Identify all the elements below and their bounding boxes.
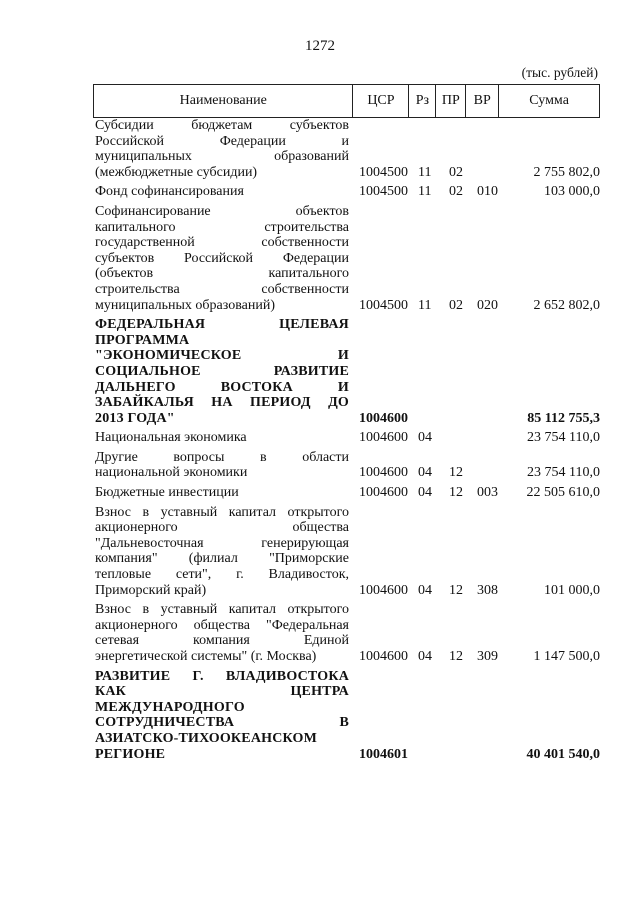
table-row xyxy=(93,485,600,501)
row-name-line: ПРОГРАММА xyxy=(95,332,190,348)
units-label: (тыс. рублей) xyxy=(521,65,598,80)
table-row xyxy=(93,317,600,426)
table-row xyxy=(93,204,600,313)
row-name-line: Софинансирование объектов xyxy=(95,203,349,219)
row-sum: 101 000,0 xyxy=(544,582,600,598)
row-name-line: Фонд софинансирования xyxy=(95,184,244,200)
row-rz: 11 xyxy=(418,164,432,180)
row-name-line: РЕГИОНЕ xyxy=(95,746,166,762)
row-rz: 04 xyxy=(418,649,432,664)
row-name xyxy=(93,669,349,763)
table-row xyxy=(93,118,600,180)
row-csr: 1004600 xyxy=(359,649,408,664)
row-name-line: "ЭКОНОМИЧЕСКОЕ И xyxy=(95,348,349,364)
row-name-line: Национальная экономика xyxy=(95,430,247,446)
row-name-line: МЕЖДУНАРОДНОГО xyxy=(95,699,245,715)
row-sum: 85 112 755,3 xyxy=(527,410,600,426)
row-csr: 1004600 xyxy=(359,582,408,598)
row-name-line: муниципальных образований xyxy=(95,149,349,165)
row-name-line: КАК ЦЕНТРА xyxy=(95,684,349,700)
table-row xyxy=(93,669,600,763)
header-sum: Сумма xyxy=(499,85,600,117)
row-rz: 11 xyxy=(418,184,432,200)
row-name-line: Приморский край) xyxy=(95,582,207,598)
row-name-line: сетевая компания Единой xyxy=(95,633,349,649)
row-name-line: капитального строительства xyxy=(95,219,349,235)
row-name-line: РАЗВИТИЕ Г. ВЛАДИВОСТОКА xyxy=(95,668,349,684)
row-pr: 12 xyxy=(449,485,463,501)
row-name xyxy=(93,317,349,426)
row-name-line: Взнос в уставный капитал открытого xyxy=(95,602,349,618)
table-row xyxy=(93,450,600,481)
row-name-line: муниципальных образований) xyxy=(95,297,275,313)
row-name xyxy=(93,118,349,180)
table-header xyxy=(93,84,600,118)
row-csr: 1004500 xyxy=(359,164,408,180)
row-sum: 1 147 500,0 xyxy=(533,649,600,664)
row-pr: 12 xyxy=(449,582,463,598)
row-csr: 1004601 xyxy=(359,746,408,762)
row-name-line: Другие вопросы в области xyxy=(95,449,349,465)
row-rz: 04 xyxy=(418,430,432,446)
row-vr: 308 xyxy=(477,582,498,598)
row-name-line: ЗАБАЙКАЛЬЯ НА ПЕРИОД ДО xyxy=(95,395,349,411)
row-csr: 1004600 xyxy=(359,430,408,446)
row-name xyxy=(93,505,349,599)
row-name-line: Взнос в уставный капитал открытого xyxy=(95,504,349,520)
row-name-line: тепловые сети", г. Владивосток, xyxy=(95,567,349,583)
header-vr: ВР xyxy=(466,85,499,117)
row-sum: 103 000,0 xyxy=(544,184,600,200)
row-name-line: энергетической системы" (г. Москва) xyxy=(95,649,317,664)
row-csr: 1004600 xyxy=(359,465,408,481)
header-csr: ЦСР xyxy=(353,85,409,117)
row-name-line: акционерного общества xyxy=(95,520,349,536)
row-sum: 2 755 802,0 xyxy=(533,164,600,180)
row-rz: 04 xyxy=(418,485,432,501)
row-sum: 23 754 110,0 xyxy=(527,465,600,481)
table-row xyxy=(93,184,600,200)
row-name xyxy=(93,602,349,664)
row-name-line: (объектов капитального xyxy=(95,266,349,282)
table-row xyxy=(93,430,600,446)
row-name-line: строительства собственности xyxy=(95,281,349,297)
row-name-line: национальной экономики xyxy=(95,465,248,481)
row-name-line: субъектов Российской Федерации xyxy=(95,250,349,266)
row-sum: 2 652 802,0 xyxy=(533,297,600,313)
row-name-line: СОЦИАЛЬНОЕ РАЗВИТИЕ xyxy=(95,363,349,379)
page-number: 1272 xyxy=(305,38,335,54)
row-name-line: Бюджетные инвестиции xyxy=(95,485,239,501)
row-name xyxy=(93,184,349,200)
row-name xyxy=(93,450,349,481)
row-name-line: компания" (филиал "Приморские xyxy=(95,551,349,567)
row-name-line: государственной собственности xyxy=(95,235,349,251)
row-rz: 04 xyxy=(418,465,432,481)
row-rz: 11 xyxy=(418,297,432,313)
table-body xyxy=(93,118,600,762)
row-name-line: "Дальневосточная генерирующая xyxy=(95,535,349,551)
table-row xyxy=(93,505,600,599)
row-csr: 1004600 xyxy=(359,410,408,426)
row-pr: 02 xyxy=(449,184,463,200)
row-csr: 1004500 xyxy=(359,184,408,200)
row-sum: 22 505 610,0 xyxy=(526,485,600,501)
row-name-line: (межбюджетные субсидии) xyxy=(95,164,258,180)
row-vr: 020 xyxy=(477,297,498,313)
row-csr: 1004600 xyxy=(359,485,408,501)
table-row xyxy=(93,602,600,664)
row-name-line: Субсидии бюджетам субъектов xyxy=(95,118,349,133)
row-pr: 02 xyxy=(449,297,463,313)
row-vr: 010 xyxy=(477,184,498,200)
row-sum: 40 401 540,0 xyxy=(526,746,600,762)
row-sum: 23 754 110,0 xyxy=(527,430,600,446)
row-vr: 309 xyxy=(477,649,498,664)
row-name-line: 2013 ГОДА" xyxy=(95,410,175,426)
header-rz: Рз xyxy=(409,85,436,117)
row-name-line: АЗИАТСКО-ТИХООКЕАНСКОМ xyxy=(95,730,318,746)
row-name-line: акционерного общества "Федеральная xyxy=(95,617,349,633)
row-pr: 12 xyxy=(449,465,463,481)
row-name xyxy=(93,485,349,501)
row-pr: 02 xyxy=(449,164,463,180)
row-name-line: ФЕДЕРАЛЬНАЯ ЦЕЛЕВАЯ xyxy=(95,317,349,333)
header-pr: ПР xyxy=(436,85,466,117)
row-csr: 1004500 xyxy=(359,297,408,313)
row-name-line: Российской Федерации и xyxy=(95,133,349,149)
row-name-line: СОТРУДНИЧЕСТВА В xyxy=(95,715,349,731)
budget-table xyxy=(93,84,600,762)
row-pr: 12 xyxy=(449,649,463,664)
header-name: Наименование xyxy=(94,85,353,117)
row-vr: 003 xyxy=(477,485,498,501)
row-name xyxy=(93,430,349,446)
row-rz: 04 xyxy=(418,582,432,598)
row-name xyxy=(93,204,349,313)
row-name-line: ДАЛЬНЕГО ВОСТОКА И xyxy=(95,379,349,395)
